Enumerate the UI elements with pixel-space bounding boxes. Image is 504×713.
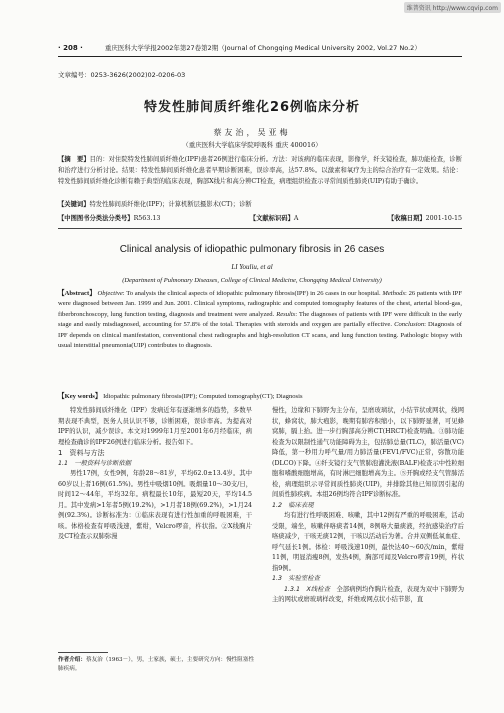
body-column-left	[58, 406, 252, 543]
english-affiliation: (Department of Pulmonary Diseases, College of Clinical Medicine, Chongqing Medical University)	[122, 277, 382, 284]
intro-paragraph: 特发性肺间质纤维化（IPF）发病近年有逐渐增多的趋势，多数早期表现不典型，医务人员认识不够，诊断困难，误诊率高。为提高对IPF的认识，减少误诊。本文对1999年1月至2001年6月经临床，病理检查确诊的IPF26例进行临床分析。报告如下。	[58, 407, 252, 446]
subsection-heading-1-3: 1.3 实验室检查	[272, 575, 320, 582]
article-number: 文章编号：0253-3626(2002)02-0206-03	[58, 71, 186, 79]
objective-label: Objective	[97, 290, 123, 297]
english-authors: LI Youliu, et al	[231, 263, 273, 271]
results-text: : The diagnoses of patients with IPF were difficult in the early stage and easily misdiagnosed, accounting for 57.8% of the total. Therapies with steroids and oxygen are partially effective.	[58, 310, 462, 329]
abstract-label: 【摘 要】	[58, 156, 90, 163]
methods-label: Methods	[382, 290, 406, 297]
footnote-label: 作者介绍：	[58, 657, 86, 663]
en-keywords-label: 【Key words】	[58, 393, 102, 400]
header-rule	[58, 56, 462, 57]
objective-text: : To analysis the clinical aspects of idiopathic pulmonary fibrosis(IPF) in 26 cases in our hospital.	[122, 290, 381, 297]
chinese-abstract	[58, 155, 462, 187]
section-heading-1: 1 资料与方法	[58, 449, 105, 457]
subsection-label-1-3-1: 1.3.1 X线检查	[284, 585, 331, 593]
received-date-value: 2001-10-15	[425, 215, 462, 222]
chinese-title: 特发性肺间质纤维化26例临床分析	[143, 100, 361, 115]
paragraph-criteria-cont: 慢性，边缘和下肺野为主分布，呈磨玻璃状，小结节状或网状，线网状，蜂窝状，肺大疱影，晚期有肺容积缩小，以下肺野显著，可见蜂窝肺，膈上抬。进一步行胸部高分辨CT(HRCT)检查明确。③肺功能检查为以限制性通气功能障碍为主，包括肺总量(TLC)，肺活量(VC)降低，第一秒用力呼气量/用力肺活量(FEV1/FVC)正常，弥散功能(DLCO)下降。④纤支镜行支气管肺泡灌洗液(BALF)检查示中性粒细胞和嗜酸细胞增高，有时淋巴细胞增高为主。⑤开胸或经支气管肺活检，病理组织示寻常间质性肺炎(UIP)，并排除其他已知原因引起的间质性肺疾病。本组26例均符合IPF诊断标准。	[272, 407, 464, 498]
chinese-affiliation: （重庆医科大学临床学院呼吸科 重庆 400016）	[182, 141, 322, 149]
keywords-label: 【关键词】	[58, 201, 90, 208]
author-footnote	[58, 656, 258, 674]
methods-text: : 26 patients with IPF were diagnosed between Jan. 1999 and Jun. 2001. Clinical symptoms, radiographic and computed tomography features of the chest, arterial blood-gas, fiberbronchoscopy, lung function testing, diagnosis and treatment were analyzed.	[58, 290, 462, 318]
en-keywords-text: Idiopathic pulmonary fibrosis(IPF); Computed tomography(CT); Diagnosis	[103, 393, 303, 400]
watermark-badge: 维普资讯 http://www.cqvip.com	[404, 2, 501, 13]
section-rule	[58, 228, 462, 229]
chinese-authors: 蔡友治，吴亚梅	[213, 128, 291, 137]
received-date-label: 【收稿日期】	[387, 215, 426, 222]
results-label: Results	[276, 310, 296, 318]
clc-field	[58, 213, 160, 222]
doc-code-label: 【文献标识码】	[249, 215, 294, 222]
paragraph-1-1: 男性17例，女性9例，年龄28～81岁，平均62.0±13.4岁。其中60岁以上者16例(61.5%)。男性中吸烟10例。吸烟量10～30支/日，时间12～44年，平均32年。病程最长10年，最短20天，平均14.5月。其中发病>1年者5例(19.2%)，>1月者18例(69.2%)，>1月24例(92.3%)。诊断标准为：①临床表现有进行性加重的呼吸困难，干咳。体格检查有呼吸浅速，紫绀，Velcro啰音，杵状指。②X线胸片及CT检查示双肺弥漫	[58, 470, 252, 540]
subsection-heading-1-1: 1.1 一般资料与诊断依据	[58, 459, 131, 467]
footnote-rule	[58, 652, 108, 653]
conclusion-label: Conclusion	[394, 321, 425, 329]
paragraph-1-3-1	[272, 585, 464, 606]
english-keywords	[58, 390, 462, 400]
chinese-keywords	[58, 199, 462, 208]
running-header	[58, 43, 462, 52]
body-column-right	[272, 406, 464, 606]
received-date-field	[388, 213, 462, 222]
paragraph-1-2: 均有进行性呼吸困难、咳嗽，其中12例有严重的呼吸困难，活动受限，端坐，咳嗽伴咯痰者14例，8例咯大量痰液，经抗感染治疗后咯痰减少，干咳无痰12例，干咳以活动后为著。合并双侧低氧血症、呼气延长1例。体检：呼吸浅速10例，最快达40～60次/min，紫绀11例，明显消瘦8例，发热4例，胸部可闻及Velcro啰音19例，杵状指9例。	[272, 512, 464, 572]
paragraph-1-3-1-text: 全部病例均作胸片检查，表现为双中下肺野为主的网状或磨玻璃样改变，纤维或网点状小结节影，直	[272, 585, 465, 603]
clc-label: 【中图图书分类法分类号】	[58, 215, 134, 222]
doc-code-value: A	[293, 215, 299, 222]
en-abstract-label: 【Abstract】	[58, 290, 96, 297]
clc-value: R563.13	[133, 215, 161, 222]
keywords-text: 特发性肺间质纤维化(IPF)；计算机断层摄影术(CT)；诊断	[89, 201, 252, 208]
abstract-text: 目的：对住院特发性肺间质纤维化(IPF)患者26例进行临床分析。方法：对该病的临床表现，影像学，纤支镜检查，肺功能检查，诊断和治疗进行分析讨论。结果：特发性肺间质纤维化患者早期诊断困难，误诊率高，达57.8%。以激素和氧疗为主的综合治疗有一定效果。结论：特发性肺间质纤维化诊断有赖于典型的临床表现，胸部X线片和高分辨CT检查，病理组织检查示寻常间质性肺炎(UIP)有助于确诊。	[58, 156, 462, 185]
footnote-text: 蔡友治（1963－），男，土家族，硕士，主要研究方向：慢性阻塞性肺疾病。	[58, 657, 255, 672]
english-title: Clinical analysis of idiopathic pulmonary fibrosis in 26 cases	[119, 244, 385, 255]
subsection-heading-1-2: 1.2 临床表现	[272, 501, 314, 509]
page-number: · 208 ·	[58, 43, 83, 52]
classification-line	[58, 213, 462, 222]
conclusion-text: : Diagnosis of IPF depends on clinical manifestation, conventional chest radiographs and high-resolution CT scans, and lung function testing. Pathologic biopsy with usual interstitial pneumonia(UIP) contributes to diagnosis.	[58, 321, 462, 350]
doc-code-field	[250, 213, 299, 222]
journal-citation: 重庆医科大学学报2002年第27卷第2期（Journal of Chongqing Medical University 2002, Vol.27 No.2）	[104, 44, 421, 52]
english-abstract	[58, 289, 462, 351]
